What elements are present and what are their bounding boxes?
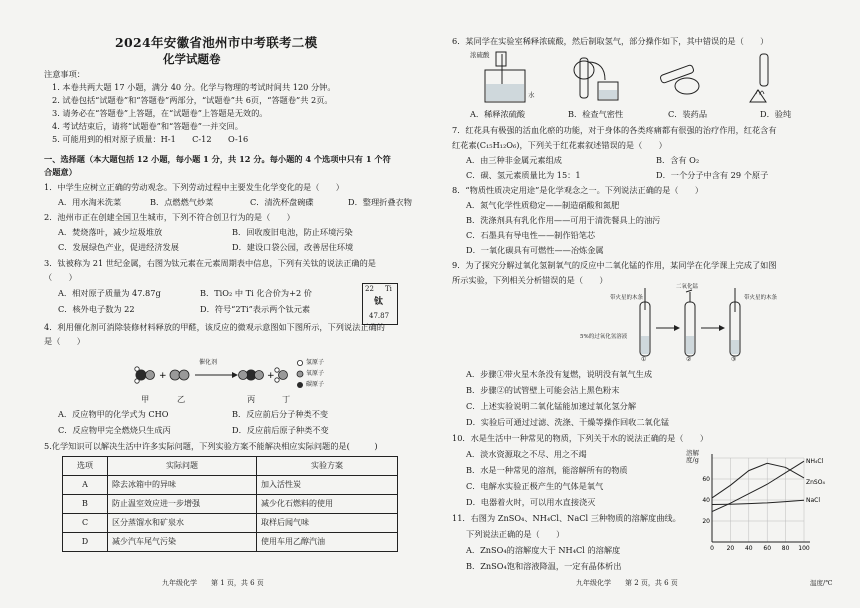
table-header: 实验方案 <box>257 457 398 476</box>
x-tick-label: 60 <box>763 545 772 552</box>
note-3: 3. 请务必在“答题卷”上答题，在“试题卷”上答题是无效的。 <box>52 108 268 118</box>
series-label: NH₄Cl <box>806 458 824 466</box>
q6-option-c: C．装药品 <box>668 109 708 119</box>
page-footer-left: 九年级化学 第 1 页，共 6 页 <box>162 579 264 587</box>
series-line-1 <box>712 463 804 498</box>
label-concentrated-acid: 浓硫酸 <box>470 51 490 59</box>
label-bing: 丙 <box>247 394 256 404</box>
q2-option-d: D．建设口袋公园，改善居住环境 <box>232 242 354 252</box>
label-spark-splint-2: 带火星的木条 <box>744 295 778 301</box>
q7-option-b: B．含有 O₂ <box>656 155 700 165</box>
q4-option-b: B．反应前后分子种类不变 <box>232 409 329 419</box>
table-cell: 使用车用乙醇汽油 <box>257 533 398 552</box>
y-tick-label: 20 <box>702 518 710 525</box>
q8-option-d: D．一氧化碳具有可燃性——冶炼金属 <box>466 245 604 255</box>
q8-option-b: B．洗涤剂具有乳化作用——可用于清洗餐具上的油污 <box>466 215 661 225</box>
ti-symbol: Ti <box>385 285 392 293</box>
q10-stem: 10．水是生活中一种常见的物质，下列关于水的说法正确的是（ ） <box>452 433 709 443</box>
note-5: 5. 可能用到的相对原子质量：H-1 C-12 O-16 <box>52 134 249 144</box>
series-line-2 <box>712 500 804 504</box>
solubility-chart <box>698 450 838 560</box>
table-cell: A <box>63 476 108 495</box>
section-heading-line2: 合题意） <box>44 167 77 177</box>
label-mno2: 二氧化锰 <box>676 284 699 290</box>
q10-option-d: D．电器着火时，可以用水直接浇灭 <box>466 497 596 507</box>
step-2-label: ② <box>686 356 692 363</box>
q6-stem: 6．某同学在实验室稀释浓硫酸，然后制取氢气，部分操作如下，其中错误的是（ ） <box>452 36 769 46</box>
q6-option-b: B．检查气密性 <box>568 109 624 119</box>
q7-option-d: D．一个分子中含有 29 个原子 <box>656 170 769 180</box>
q2-stem: 2．池州市正在创建全国卫生城市，下列不符合创卫行为的是（ ） <box>44 212 295 222</box>
table-cell: 防止温室效应进一步增强 <box>108 495 257 514</box>
legend-hydrogen: 氢原子 <box>306 359 325 366</box>
q3-option-d: D．符号“2Ti”表示两个钛元素 <box>200 304 311 314</box>
q3-option-c: C．核外电子数为 22 <box>58 304 135 314</box>
q3-option-b: B．TiO₂ 中 Ti 化合价为+2 价 <box>200 288 312 298</box>
titanium-element-card <box>362 283 398 325</box>
table-cell: 区分蒸馏水和矿泉水 <box>108 514 257 533</box>
x-tick-label: 20 <box>726 545 735 552</box>
q8-stem: 8．“物质性质决定用途”是化学观念之一。下列说法正确的是（ ） <box>452 185 704 195</box>
q4-option-a: A．反应物甲的化学式为 CHO <box>58 409 169 419</box>
q9-option-c: C．上述实验说明二氧化锰能加速过氧化氢分解 <box>466 401 637 411</box>
catalyst-label: 催化剂 <box>199 359 218 366</box>
y-tick-label: 40 <box>702 497 710 504</box>
q3-paren: （ ） <box>44 272 77 282</box>
table-cell: 加入活性炭 <box>257 476 398 495</box>
q10-option-b: B．水是一种常见的溶剂，能溶解所有的物质 <box>466 465 628 475</box>
table-cell: 除去冰箱中的异味 <box>108 476 257 495</box>
label-jia: 甲 <box>141 394 150 404</box>
q1-option-d: D．整理折叠衣物 <box>348 197 412 207</box>
label-h2o2-solution: 5%的过氧化氢溶液 <box>580 334 628 340</box>
q9-option-a: A．步骤①带火星木条没有复燃，说明没有氧气生成 <box>466 369 653 379</box>
q5-table <box>62 456 398 552</box>
q1-stem: 1．中学生应树立正确的劳动观念。下列劳动过程中主要发生化学变化的是（ ） <box>44 182 344 192</box>
q6-option-d: D．验纯 <box>760 109 792 119</box>
chart-ylabel: 溶解度/g <box>686 449 699 465</box>
q1-option-c: C．清洗杯盘碗碟 <box>250 197 314 207</box>
legend-carbon: 碳原子 <box>306 381 325 388</box>
q3-option-a: A．相对原子质量为 47.87g <box>58 288 161 298</box>
q7-option-c: C．碳、氢元素质量比为 15：1 <box>466 170 581 180</box>
notes-heading: 注意事项： <box>44 69 85 79</box>
note-2: 2. 试卷包括“试题卷”和“答题卷”两部分，“试题卷”共 6页，“答题卷”共 2页。 <box>52 95 333 105</box>
q9-option-d: D．实验后可通过过滤、洗涤、干燥等操作回收二氧化锰 <box>466 417 670 427</box>
q7-stem-line2: 红花素(C₁₅H₁₂O₆)，下列关于红花素叙述错误的是（ ） <box>452 140 667 150</box>
note-4: 4. 考试结束后，请将“试题卷”和“答题卷”一并交回。 <box>52 121 243 131</box>
label-spark-splint-1: 带火星的木条 <box>610 295 644 301</box>
q4-stem-line1: 4．利用催化剂可消除装修材料释放的甲醛，该反应的微观示意图如下图所示，下列说法正确的 <box>44 322 385 332</box>
note-1: 1. 本卷共两大题 17 小题，满分 40 分。化学与物理的考试时间共 120 分钟。 <box>52 82 336 92</box>
q9-option-b: B．步骤②的试管壁上可能会沾上黑色粉末 <box>466 385 620 395</box>
table-row <box>63 533 398 552</box>
q1-option-b: B．点燃燃气炒菜 <box>150 197 214 207</box>
q2-option-b: B．回收废旧电池，防止环境污染 <box>232 227 353 237</box>
label-ding: 丁 <box>282 394 291 404</box>
q4-option-c: C．反应物甲完全燃烧只生成丙 <box>58 425 171 435</box>
exam-title: 2024年安徽省池州市中考联考二模 <box>115 35 318 50</box>
q7-stem-line1: 7．红花具有极强的活血化瘀的功能，对于身体的各类疼痛都有很强的治疗作用，红花含有 <box>452 125 777 135</box>
q8-option-c: C．石墨具有导电性——制作铅笔芯 <box>466 230 596 240</box>
ti-atomic-number: 22 <box>365 285 374 293</box>
lab-operations-figure <box>430 50 850 110</box>
q4-stem-line2: 是（ ） <box>44 336 85 346</box>
table-row <box>63 476 398 495</box>
table-cell: B <box>63 495 108 514</box>
svg-text:+: + <box>267 371 275 381</box>
ti-atomic-mass: 47.87 <box>369 312 390 320</box>
step-1-label: ① <box>641 356 647 363</box>
q7-option-a: A．由三种非金属元素组成 <box>466 155 562 165</box>
x-tick-label: 0 <box>710 545 714 552</box>
q9-stem-line1: 9．为了探究分解过氧化氢制氧气的反应中二氧化锰的作用，某同学在化学课上完成了如图 <box>452 260 777 270</box>
legend-oxygen: 氧原子 <box>306 370 325 377</box>
table-cell: 减少化石燃料的使用 <box>257 495 398 514</box>
step-3-label: ③ <box>731 356 737 363</box>
chart-xlabel: 温度/℃ <box>810 579 833 587</box>
q2-option-a: A．焚烧落叶，减少垃圾堆放 <box>58 227 163 237</box>
section-heading-line1: 一、选择题（本大题包括 12 小题，每小题 1 分，共 12 分。每小题的 4 个选项中只有 1 个符 <box>44 154 391 164</box>
series-label: NaCl <box>806 497 821 505</box>
x-tick-label: 100 <box>798 545 810 552</box>
x-tick-label: 80 <box>781 545 790 552</box>
q9-stem-line2: 所示实验，下列相关分析错误的是（ ） <box>452 275 608 285</box>
q11-option-b: B．ZnSO₄饱和溶液降温，一定有晶体析出 <box>466 561 622 571</box>
x-tick-label: 40 <box>744 545 753 552</box>
q1-option-a: A．用水淘米洗菜 <box>58 197 122 207</box>
series-label: ZnSO₄ <box>806 478 825 486</box>
table-cell: 减少汽车尾气污染 <box>108 533 257 552</box>
table-header: 实际问题 <box>108 457 257 476</box>
q11-stem-line2: 下列说法正确的是（ ） <box>466 529 565 539</box>
page-footer-right: 九年级化学 第 2 页，共 6 页 <box>576 579 678 587</box>
q8-option-a: A．氮气化学性质稳定——制造硝酸和氮肥 <box>466 200 620 210</box>
table-row <box>63 514 398 533</box>
q11-stem-line1: 11．右图为 ZnSO₄、NH₄Cl、NaCl 三种物质的溶解度曲线。 <box>452 513 681 523</box>
q2-option-c: C．发展绿色产业，促进经济发展 <box>58 242 179 252</box>
q4-option-d: D．反应前后原子种类不变 <box>232 425 329 435</box>
table-header-row <box>63 457 398 476</box>
right-page <box>430 0 860 608</box>
table-header: 选项 <box>63 457 108 476</box>
table-cell: D <box>63 533 108 552</box>
table-row <box>63 495 398 514</box>
q5-stem: 5.化学知识可以解决生活中许多实际问题，下列实验方案不能解决相应实际问题的是( ) <box>44 441 378 451</box>
q10-option-a: A．淡水资源取之不尽、用之不竭 <box>466 449 587 459</box>
q6-option-a: A．稀释浓硫酸 <box>470 109 526 119</box>
table-cell: 取样后闻气味 <box>257 514 398 533</box>
q3-stem: 3．钛被称为 21 世纪金属，右图为钛元素在元素周期表中信息，下列有关钛的说法正确的是 <box>44 258 376 268</box>
svg-text:+: + <box>159 371 167 381</box>
label-yi: 乙 <box>177 394 186 404</box>
y-tick-label: 60 <box>702 476 710 483</box>
q10-option-c: C．电解水实验正极产生的气体是氧气 <box>466 481 604 491</box>
ti-name: 钛 <box>374 297 384 307</box>
q11-option-a: A．ZnSO₄的溶解度大于 NH₄Cl 的溶解度 <box>466 545 621 555</box>
label-water: 水 <box>528 91 535 99</box>
exam-subtitle: 化学试题卷 <box>163 52 221 66</box>
table-cell: C <box>63 514 108 533</box>
